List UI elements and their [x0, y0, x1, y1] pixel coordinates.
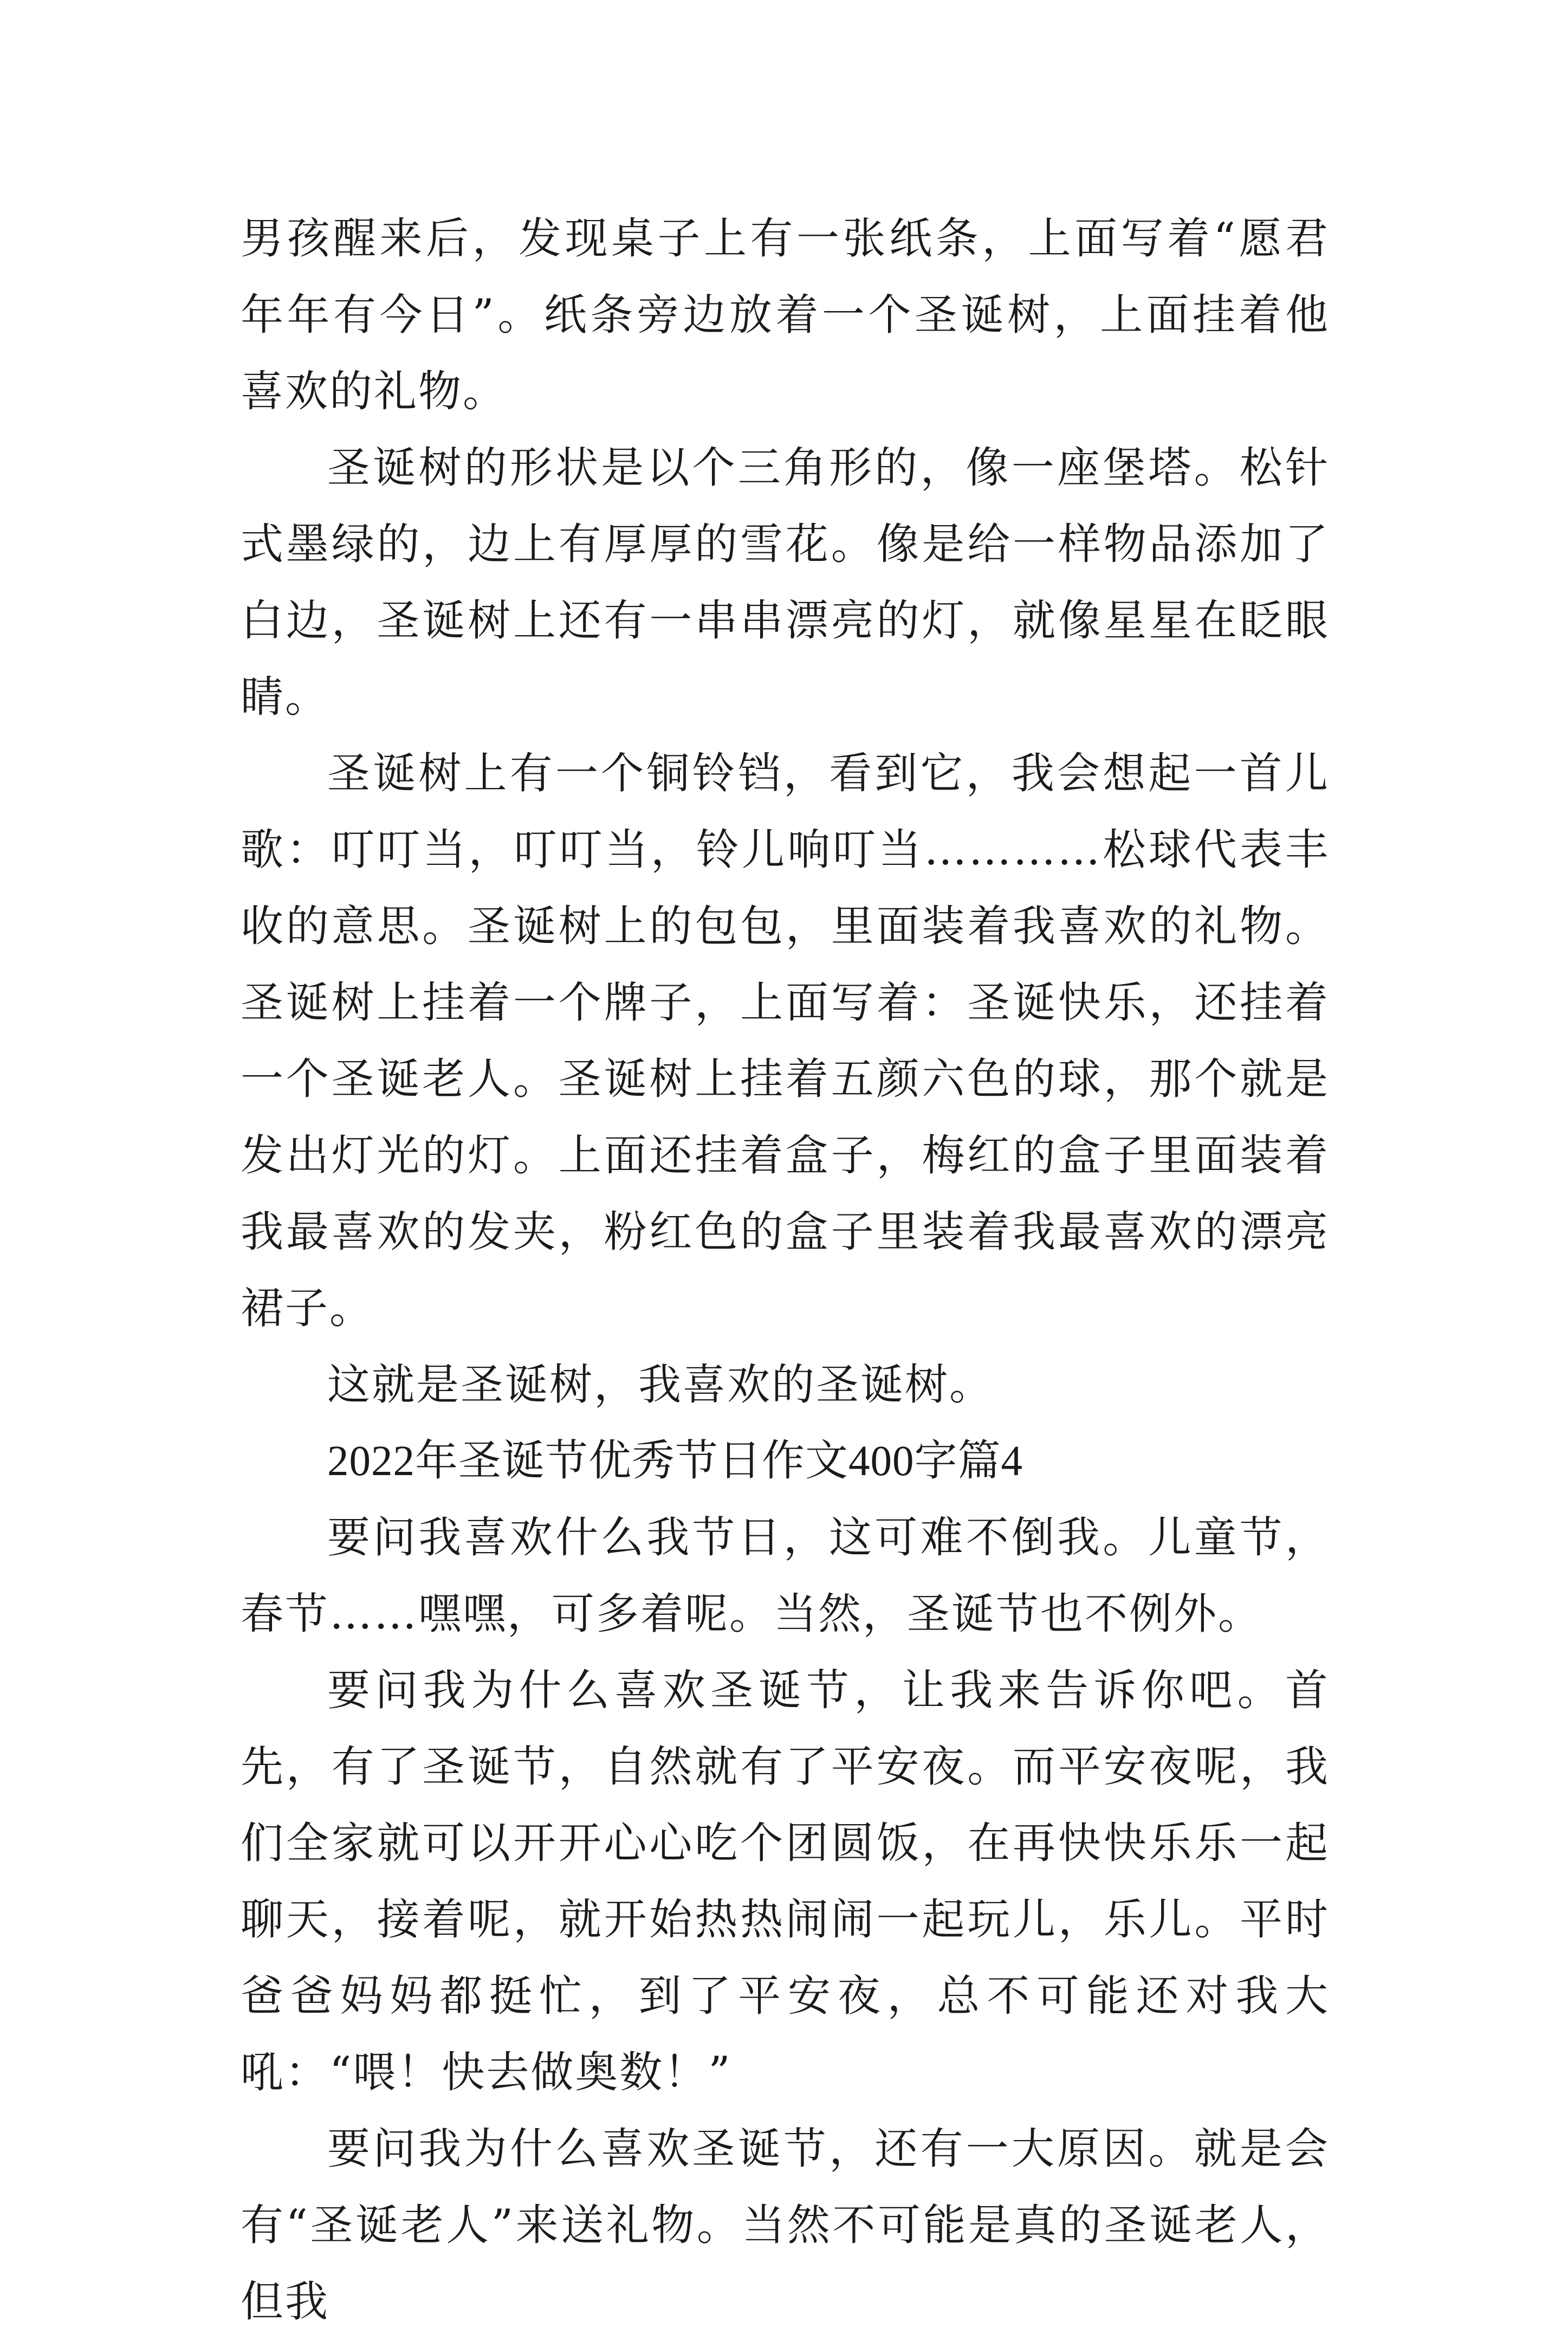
paragraph-tree-shape: 圣诞树的形状是以个三角形的，像一座堡塔。松针式墨绿的，边上有厚厚的雪花。像是给一样物品添加了白边，圣诞树上还有一串串漂亮的灯，就像星星在眨眼睛。 — [241, 443, 1330, 722]
paragraph-tree-decorations: 圣诞树上有一个铜铃铛，看到它，我会想起一首儿歌：叮叮当，叮叮当，铃儿响叮当…………松球代表丰收的意思。圣诞树上的包包，里面装着我喜欢的礼物。圣诞树上挂着一个牌子，上面写着：圣诞快乐，还挂着一个圣诞老人。圣诞树上挂着五颜六色的球，那个就是发出灯光的灯。上面还挂着盒子，梅红的盒子里面装着我最喜欢的发夹，粉红色的盒子里装着我最喜欢的漂亮裙子。 — [241, 748, 1330, 1333]
paragraph-christmas-eve: 要问我为什么喜欢圣诞节，让我来告诉你吧。首先，有了圣诞节，自然就有了平安夜。而平安夜呢，我们全家就可以开开心心吃个团圆饭，在再快快乐乐一起聊天，接着呢，就开始热热闹闹一起玩儿，乐儿。平时爸爸妈妈都挺忙，到了平安夜，总不可能还对我大吼：“喂！快去做奥数！” — [241, 1665, 1330, 2097]
paragraph-conclusion: 这就是圣诞树，我喜欢的圣诞树。 — [327, 1360, 994, 1410]
paragraph-continued: 男孩醒来后，发现桌子上有一张纸条，上面写着“愿君年年有今日”。纸条旁边放着一个圣诞树，上面挂着他喜欢的礼物。 — [241, 214, 1330, 416]
paragraph-santa-gifts: 要问我为什么喜欢圣诞节，还有一大原因。就是会有“圣诞老人”来送礼物。当然不可能是真的圣诞老人，但我 — [241, 2124, 1330, 2326]
document-body — [241, 201, 1330, 2340]
paragraph-favorite-holiday: 要问我喜欢什么我节日，这可难不倒我。儿童节，春节……嘿嘿，可多着呢。当然，圣诞节也不例外。 — [241, 1512, 1330, 1639]
section-heading: 2022年圣诞节优秀节日作文400字篇4 — [327, 1438, 1023, 1485]
